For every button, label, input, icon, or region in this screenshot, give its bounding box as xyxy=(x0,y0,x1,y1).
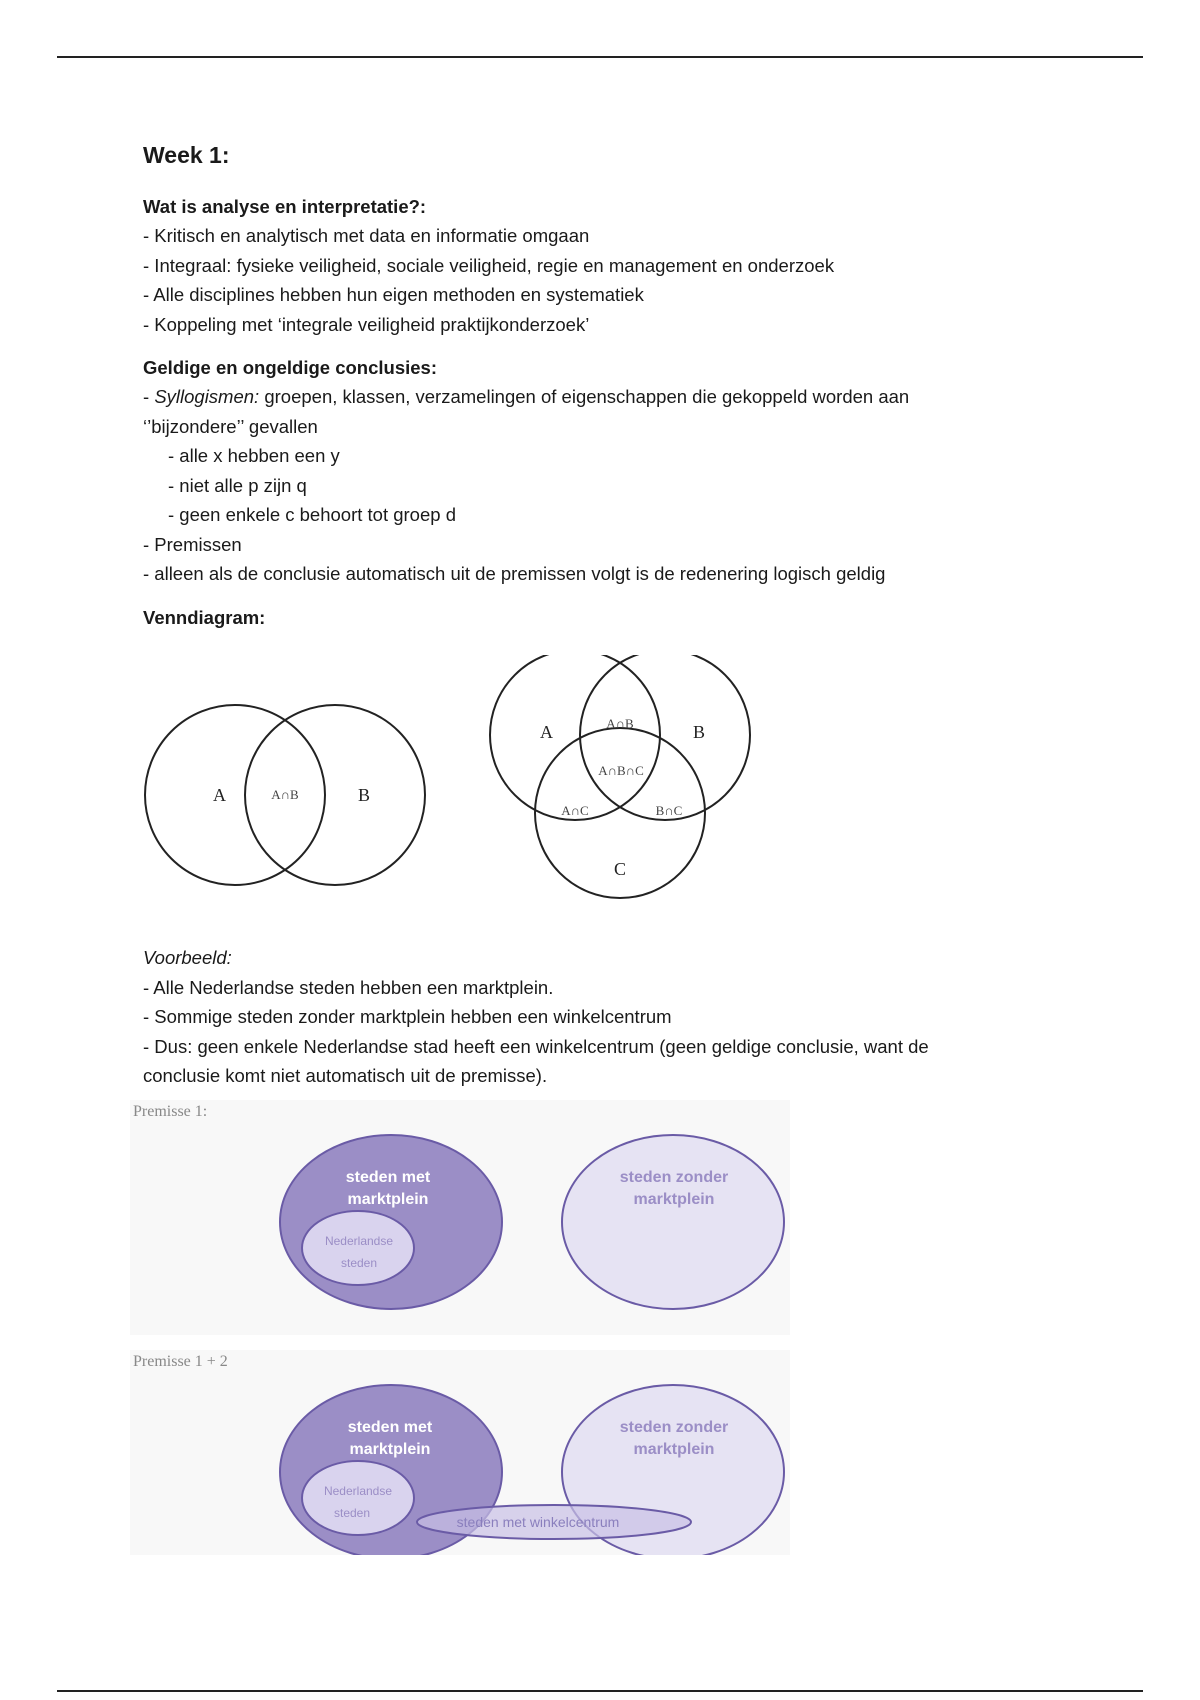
example-label: Voorbeeld: xyxy=(143,947,232,968)
label-steden-zonder-line2: marktplein xyxy=(633,1191,715,1208)
document-body xyxy=(143,140,1073,632)
venn-label-a: A xyxy=(540,722,553,742)
figure-label: Premisse 1 + 2 xyxy=(133,1353,228,1370)
circle-nederlandse-steden xyxy=(302,1211,414,1285)
venn-label-c: C xyxy=(614,859,627,879)
venn-label-a: A xyxy=(213,785,226,805)
label-nederlandse-line1: Nederlandse xyxy=(324,1234,394,1248)
section-title-analyse: Wat is analyse en interpretatie?: xyxy=(143,196,427,217)
list-item: - Kritisch en analytisch met data en informatie omgaan xyxy=(143,225,590,246)
label-steden-met-line2: marktplein xyxy=(349,1441,431,1458)
figure-premisse-1-2 xyxy=(130,1350,790,1555)
label-steden-met-line1: steden met xyxy=(345,1169,431,1186)
list-item: - Alle disciplines hebben hun eigen methoden en systematiek xyxy=(143,284,644,305)
label-steden-met-line2: marktplein xyxy=(347,1191,429,1208)
top-rule xyxy=(57,56,1143,58)
section-title-venndiagram: Venndiagram: xyxy=(143,606,266,628)
bottom-rule xyxy=(57,1690,1143,1692)
label-nederlandse-line2: steden xyxy=(333,1506,371,1520)
figure-label: Premisse 1: xyxy=(133,1103,208,1120)
list-item-syllogismen: - Syllogismen: groepen, klassen, verzamelingen of eigenschappen die gekoppeld worden aan xyxy=(143,386,910,407)
list-item: - Integraal: fysieke veiligheid, sociale veiligheid, regie en management en onderzoek xyxy=(143,254,835,276)
label-nederlandse-line1: Nederlandse xyxy=(323,1484,393,1498)
example-block xyxy=(143,943,1073,1091)
venn-diagram-three xyxy=(480,655,780,940)
label-steden-zonder-line1: steden zonder xyxy=(619,1169,729,1186)
venn-circle-b xyxy=(580,655,750,820)
venn-circle-a xyxy=(490,655,660,820)
venn-label-ab: A∩B xyxy=(271,787,299,802)
list-item: - Dus: geen enkele Nederlandse stad heeft een winkelcentrum (geen geldige conclusie, want de xyxy=(143,1035,929,1057)
list-item: - Koppeling met ‘integrale veiligheid praktijkonderzoek’ xyxy=(143,313,590,335)
label-steden-zonder-line2: marktplein xyxy=(633,1441,715,1458)
page-title: Week 1: xyxy=(143,142,230,168)
label-steden-zonder-line1: steden zonder xyxy=(619,1419,729,1436)
label-steden-met-winkelcentrum: steden met winkelcentrum xyxy=(456,1514,620,1530)
sub-list-item: - geen enkele c behoort tot groep d xyxy=(168,504,456,525)
label-steden-met-line1: steden met xyxy=(347,1419,433,1436)
figure-premisse-1 xyxy=(130,1100,790,1335)
venn-diagram-two xyxy=(140,655,440,900)
circle-steden-zonder-marktplein xyxy=(562,1135,784,1309)
venn-label-ab: A∩B xyxy=(606,716,634,731)
sub-list-item: - niet alle p zijn q xyxy=(168,474,307,496)
list-item: - Alle Nederlandse steden hebben een marktplein. xyxy=(143,976,554,998)
label-nederlandse-line2: steden xyxy=(340,1256,378,1270)
venn-label-abc: A∩B∩C xyxy=(598,763,644,778)
venn-label-b: B xyxy=(693,722,706,742)
list-item: - Premissen xyxy=(143,533,242,555)
list-item-continuation: conclusie komt niet automatisch uit de premisse). xyxy=(143,1065,548,1086)
syllogism-term: Syllogismen: xyxy=(154,386,260,407)
venn-label-b: B xyxy=(358,785,371,805)
sub-list-item: - alle x hebben een y xyxy=(168,445,340,466)
circle-nederlandse-steden xyxy=(302,1461,414,1535)
syllogism-continuation: ‘’bijzondere’’ gevallen xyxy=(143,415,318,437)
venn-label-ac: A∩C xyxy=(561,803,589,818)
list-item: - alleen als de conclusie automatisch uit de premissen volgt is de redenering logisch geldig xyxy=(143,563,886,584)
venn-label-bc: B∩C xyxy=(655,803,683,818)
section-title-conclusies: Geldige en ongeldige conclusies: xyxy=(143,357,438,378)
syllogism-text: groepen, klassen, verzamelingen of eigenschappen die gekoppeld worden aan xyxy=(259,386,910,407)
list-item: - Sommige steden zonder marktplein hebben een winkelcentrum xyxy=(143,1006,672,1027)
